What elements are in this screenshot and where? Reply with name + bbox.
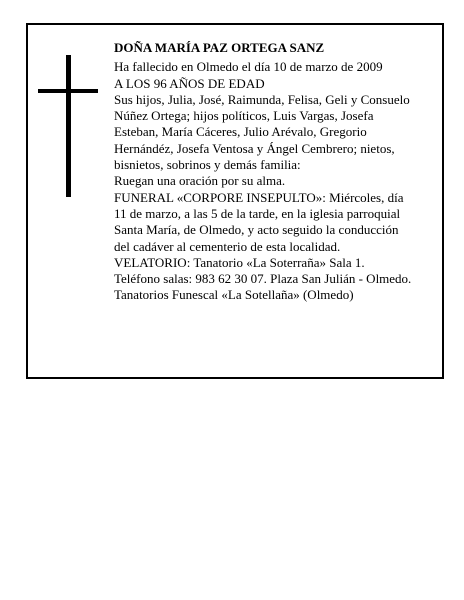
age-line: A LOS 96 AÑOS DE EDAD bbox=[114, 75, 265, 91]
prayer-request: Ruegan una oración por su alma. bbox=[114, 173, 286, 189]
obituary-notice bbox=[26, 23, 444, 379]
notice-body bbox=[114, 40, 412, 304]
funeral-home: Tanatorios Funescal «La Sotellaña» (Olmedo) bbox=[114, 287, 354, 303]
cross-vertical-bar bbox=[66, 55, 71, 197]
death-date-line: Ha fallecido en Olmedo el día 10 de marzo de 2009 bbox=[114, 59, 383, 75]
cross-icon bbox=[38, 55, 98, 197]
family-list: Sus hijos, Julia, José, Raimunda, Felisa, Geli y Consuelo Núñez Ortega; hijos políticos, Luis Vargas, Josefa Esteban, María Cáceres, Julio Arévalo, Gregorio Hernándéz, Josefa Ventosa y Ángel Cembrero; nietos, bisnietos, sobrinos y demás familia: bbox=[114, 91, 410, 173]
cross-horizontal-bar bbox=[38, 89, 98, 93]
wake-details: VELATORIO: Tanatorio «La Soterraña» Sala 1. Teléfono salas: 983 62 30 07. Plaza San Julián - Olmedo. bbox=[114, 254, 412, 287]
funeral-details: FUNERAL «CORPORE INSEPULTO»: Miércoles, día 11 de marzo, a las 5 de la tarde, en la iglesia parroquial Santa María, de Olmedo, y acto seguido la conducción del cadáver al cementerio de esta localidad. bbox=[114, 189, 404, 254]
deceased-name: DOÑA MARÍA PAZ ORTEGA SANZ bbox=[114, 40, 325, 55]
